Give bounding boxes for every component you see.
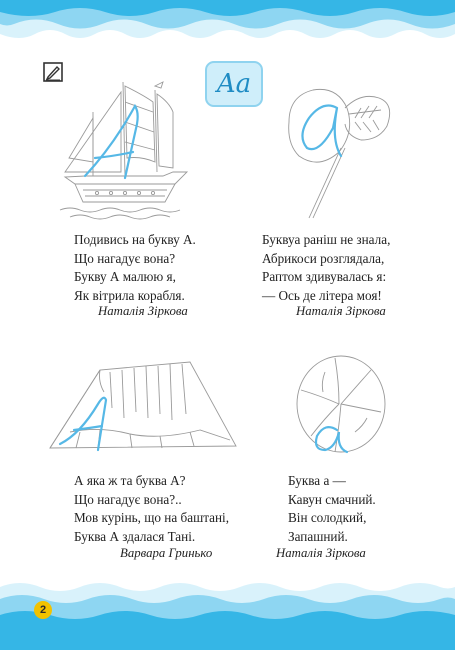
poem-line: Буквуа раніш не знала,: [262, 232, 391, 247]
poem-3-author: Варвара Гринько: [120, 546, 213, 560]
poem-line: Мов курінь, що на баштані,: [74, 510, 230, 525]
page-number-badge: 2: [34, 601, 52, 619]
poem-line: — Ось де літера моя!: [262, 287, 382, 303]
poem-2-author: Наталія Зіркова: [296, 304, 386, 318]
poem-4-author: Наталія Зіркова: [276, 546, 366, 560]
apricot-illustration: [285, 78, 395, 220]
poem-line: Як вітрила корабля.: [74, 287, 185, 303]
poem-line: Що нагадує вона?: [74, 250, 176, 266]
poem-line: Запашний.: [288, 528, 348, 544]
hut-illustration: [40, 348, 240, 460]
poem-line: Абрикоси розглядала,: [262, 250, 385, 266]
letter-badge: Aa: [205, 61, 263, 107]
poem-line: А яка ж та буква А?: [74, 473, 186, 488]
poem-line: Що нагадує вона?..: [74, 491, 182, 507]
watermelon-illustration: [295, 352, 391, 458]
poem-line: Подивись на букву А.: [74, 232, 196, 247]
poem-line: Букву А малюю я,: [74, 269, 176, 284]
poem-4: [288, 472, 376, 546]
poem-3: [74, 472, 229, 546]
poem-line: Буква А здалася Тані.: [74, 528, 196, 544]
poem-line: Буква а —: [288, 473, 346, 488]
poem-line: Кавун смачний.: [288, 491, 376, 507]
poem-2: [262, 231, 390, 305]
poem-1-author: Наталія Зіркова: [98, 304, 188, 318]
poem-1: [74, 231, 196, 305]
poem-line: Він солодкий,: [288, 510, 367, 525]
top-wave-decoration: [0, 0, 455, 60]
bottom-wave-decoration: [0, 575, 455, 650]
poem-line: Раптом здивувалась я:: [262, 269, 387, 284]
ship-illustration: [55, 72, 195, 220]
